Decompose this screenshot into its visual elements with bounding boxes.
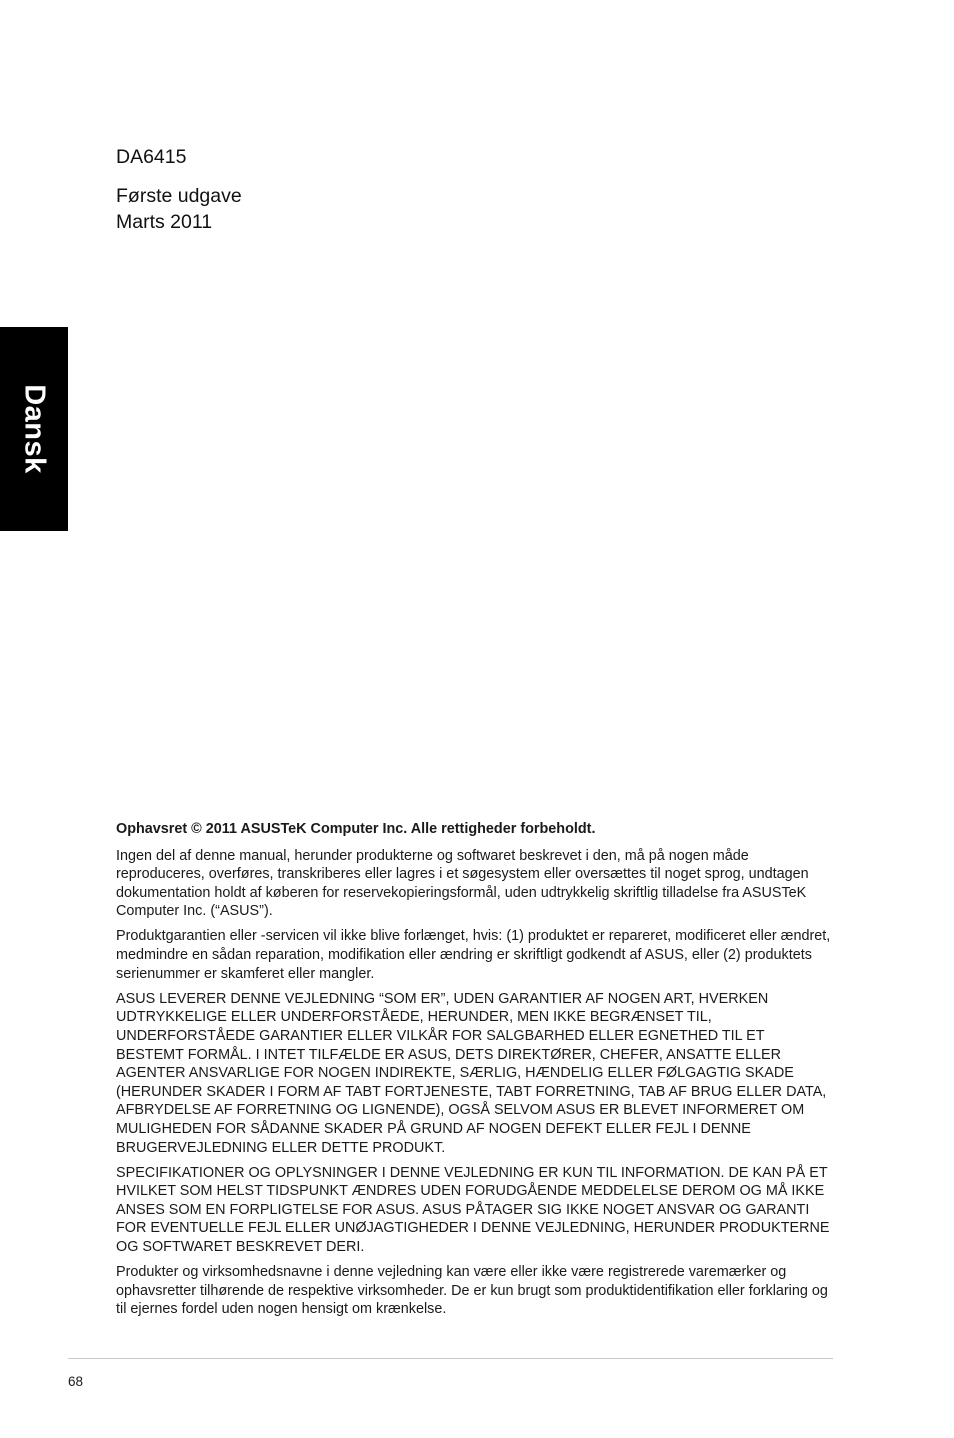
footer-divider — [68, 1358, 833, 1359]
publication-date: Marts 2011 — [116, 211, 213, 233]
legal-paragraph-specifications: SPECIFIKATIONER OG OPLYSNINGER I DENNE VEJLEDNING ER KUN TIL INFORMATION. DE KAN PÅ ET HVILKET SOM HELST TIDSPUNKT ÆNDRES UDEN FORUDGÅENDE MEDDELELSE DEROM OG MÅ IKKE ANSES SOM EN FORPLIGTELSE FOR ASUS. ASUS PÅTAGER SIG IKKE NOGET ANSVAR OG GARANTI FOR EVENTUELLE FEJL ELLER UNØJAGTIGHEDER I DENNE VEJLEDNING, HERUNDER PRODUKTERNE OG SOFTWARET BESKREVET DERI. — [116, 1164, 830, 1255]
legal-notice — [116, 820, 834, 1325]
legal-paragraph-trademarks: Produkter og virksomhedsnavne i denne vejledning kan være eller ikke være registrerede varemærker og ophavsretter tilhørende de respektive virksomheder. De er kun brugt som produktidentifikation eller forklaring og til ejernes fordel uden nogen hensigt om krænkelse. — [116, 1264, 828, 1318]
document-header — [116, 144, 242, 235]
model-number: DA6415 — [116, 146, 187, 168]
language-side-tab — [0, 327, 68, 531]
language-tab-label: Dansk — [18, 384, 51, 474]
edition-label: Første udgave — [116, 185, 242, 207]
legal-paragraph-disclaimer: ASUS LEVERER DENNE VEJLEDNING “SOM ER”, UDEN GARANTIER AF NOGEN ART, HVERKEN UDTRYKKELIGE ELLER UNDERFORSTÅEDE, HERUNDER, MEN IKKE BEGRÆNSET TIL, UNDERFORSTÅEDE GARANTIER ELLER VILKÅR FOR SALGBARHED ELLER EGNETHED TIL ET BESTEMT FORMÅL. I INTET TILFÆLDE ER ASUS, DETS DIREKTØRER, CHEFER, ANSATTE ELLER AGENTER ANSVARLIGE FOR NOGEN INDIREKTE, SÆRLIG, HÆNDELIG ELLER FØLGAGTIG SKADE (HERUNDER SKADER I FORM AF TABT FORTJENESTE, TABT FORRETNING, TAB AF BRUG ELLER DATA, AFBRYDELSE AF FORRETNING OG LIGNENDE), OGSÅ SELVOM ASUS ER BLEVET INFORMERET OM MULIGHEDEN FOR SÅDANNE SKADER PÅ GRUND AF NOGEN DEFEKT ELLER FEJL I DENNE BRUGERVEJLEDNING ELLER DETTE PRODUKT. — [116, 990, 827, 1156]
legal-paragraph-reproduction: Ingen del af denne manual, herunder produkterne og softwaret beskrevet i den, må på nogen måde reproduceres, overføres, transkriberes eller lagres i et søgesystem eller oversættes til noget sprog, undtagen dokumentation holdt af køberen for reservekopieringsformål, uden udtrykkelig skriftlig tilladelse fra ASUSTeK Computer Inc. (“ASUS”). — [116, 847, 809, 920]
page-number: 68 — [68, 1374, 84, 1389]
legal-paragraph-warranty: Produktgarantien eller -servicen vil ikke blive forlænget, hvis: (1) produktet er repareret, modificeret eller ændret, medmindre en sådan reparation, modifikation eller ændring er skriftligt godkendt af ASUS, eller (2) produktets serienummer er skamferet eller mangler. — [116, 928, 831, 982]
copyright-statement: Ophavsret © 2011 ASUSTeK Computer Inc. Alle rettigheder forbeholdt. — [116, 821, 596, 837]
